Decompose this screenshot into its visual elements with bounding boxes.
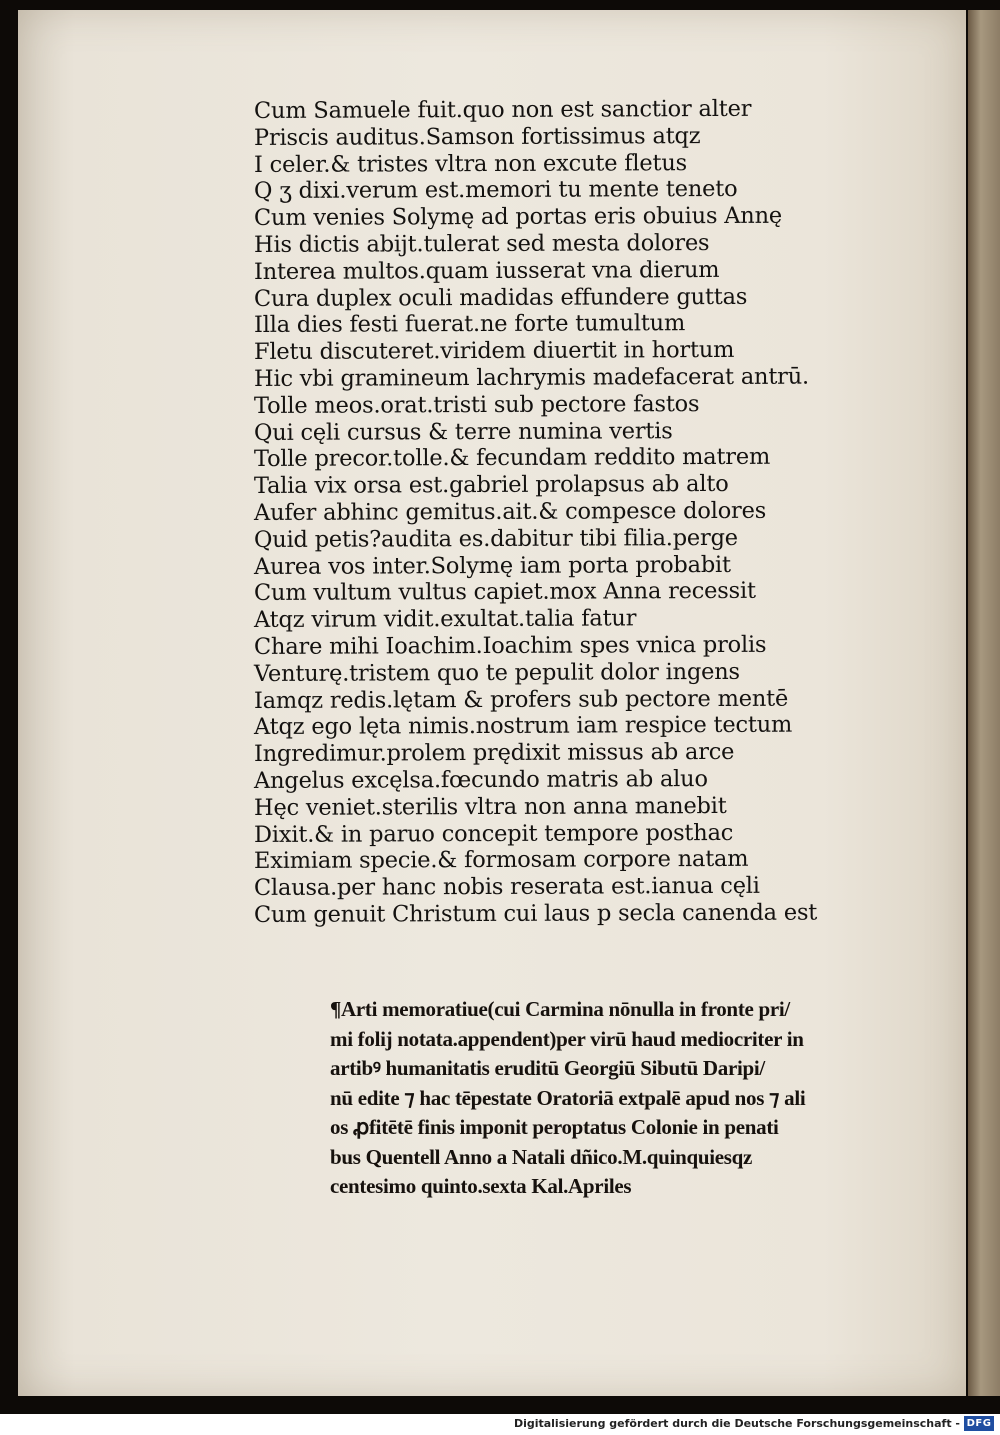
verse-line: Venturę.tristem quo te pepulit dolor ingens xyxy=(253,658,740,687)
book-page xyxy=(18,10,966,1396)
verse-line: Tolle precor.tolle.& fecundam reddito matrem xyxy=(253,444,771,473)
colophon-line: bus Quentell Anno a Natali dñico.M.quinquiesqz xyxy=(330,1144,753,1169)
verse-block xyxy=(253,95,874,929)
colophon-line: os ꝓfitētē finis imponit peroptatus Colonie in penati xyxy=(330,1115,779,1139)
colophon-line: mi folij notata.appendent)per virū haud mediocriter in xyxy=(330,1026,804,1051)
verse-line: Hic vbi gramineum lachrymis madefacerat antrū. xyxy=(253,363,810,392)
verse-line: Aurea vos inter.Solymę iam porta probabit xyxy=(253,551,731,580)
verse-line: Illa dies festi fuerat.ne forte tumultum xyxy=(253,310,686,339)
verse-line: Cum venies Solymę ad portas eris obuius Annę xyxy=(253,202,783,232)
verse-line: Dixit.& in paruo concepit tempore posthac xyxy=(253,819,734,848)
verse-line: Aufer abhinc gemitus.ait.& compesce dolores xyxy=(253,497,767,526)
verse-line: Cum genuit Christum cui laus p secla canenda est xyxy=(253,899,818,928)
verse-line: Clausa.per hanc nobis reserata est.ianua cęli xyxy=(253,872,760,902)
verse-line: Talia vix orsa est.gabriel prolapsus ab alto xyxy=(253,471,729,500)
colophon-line: nū edite ⁊ hac tēpestate Oratoriā extpalē apud nos ⁊ ali xyxy=(330,1085,806,1110)
colophon-block xyxy=(330,995,900,1202)
verse-line: I celer.& tristes vltra non excute fletus xyxy=(253,149,688,178)
verse-line: Atqz virum vidit.exultat.talia fatur xyxy=(253,605,637,634)
verse-line: Cum Samuele fuit.quo non est sanctior alter xyxy=(253,95,752,124)
verse-line: Eximiam specie.& formosam corpore natam xyxy=(253,846,749,875)
colophon-line: centesimo quinto.sexta Kal.Apriles xyxy=(330,1174,632,1198)
facing-page-edge xyxy=(968,10,1000,1396)
verse-line: Hęc veniet.sterilis vltra non anna manebit xyxy=(253,792,727,821)
verse-line: Tolle meos.orat.tristi sub pectore fastos xyxy=(253,390,700,419)
verse-line: Atqz ego lęta nimis.nostrum iam respice tectum xyxy=(253,711,793,741)
verse-line: Quid petis?audita es.dabitur tibi filia.perge xyxy=(253,524,738,553)
verse-line: Fletu discuteret.viridem diuertit in hortum xyxy=(253,337,735,366)
verse-line: Cum vultum vultus capiet.mox Anna recessit xyxy=(253,578,756,607)
verse-line: His dictis abijt.tulerat sed mesta dolores xyxy=(253,229,710,258)
verse-line: Chare mihi Ioachim.Ioachim spes vnica prolis xyxy=(253,631,767,660)
verse-line: Angelus excęlsa.fœcundo matris ab aluo xyxy=(253,765,708,794)
verse-line: Interea multos.quam iusserat vna dierum xyxy=(253,256,720,285)
verse-line: Qui cęli cursus & terre numina vertis xyxy=(253,417,673,446)
funding-credit: Digitalisierung gefördert durch die Deutsche Forschungsgemeinschaft - xyxy=(513,1417,960,1430)
verse-line: Priscis auditus.Samson fortissimus atqz xyxy=(253,122,701,151)
verse-line: Cura duplex oculi madidas effundere guttas xyxy=(253,283,748,312)
colophon-line: ¶Arti memoratiue(cui Carmina nōnulla in fronte pri/ xyxy=(330,997,790,1021)
dfg-logo-icon[interactable]: DFG xyxy=(964,1416,994,1431)
verse-line: Iamqz redis.lętam & profers sub pectore mentē xyxy=(253,685,789,714)
verse-line: Q ʒ dixi.verum est.memori tu mente teneto xyxy=(253,176,738,205)
footer-bar xyxy=(0,1414,1000,1435)
colophon-line: artibꝰ humanitatis eruditū Georgiū Sibutū Daripi/ xyxy=(330,1056,765,1080)
verse-line: Ingredimur.prolem prędixit missus ab arce xyxy=(253,739,735,768)
